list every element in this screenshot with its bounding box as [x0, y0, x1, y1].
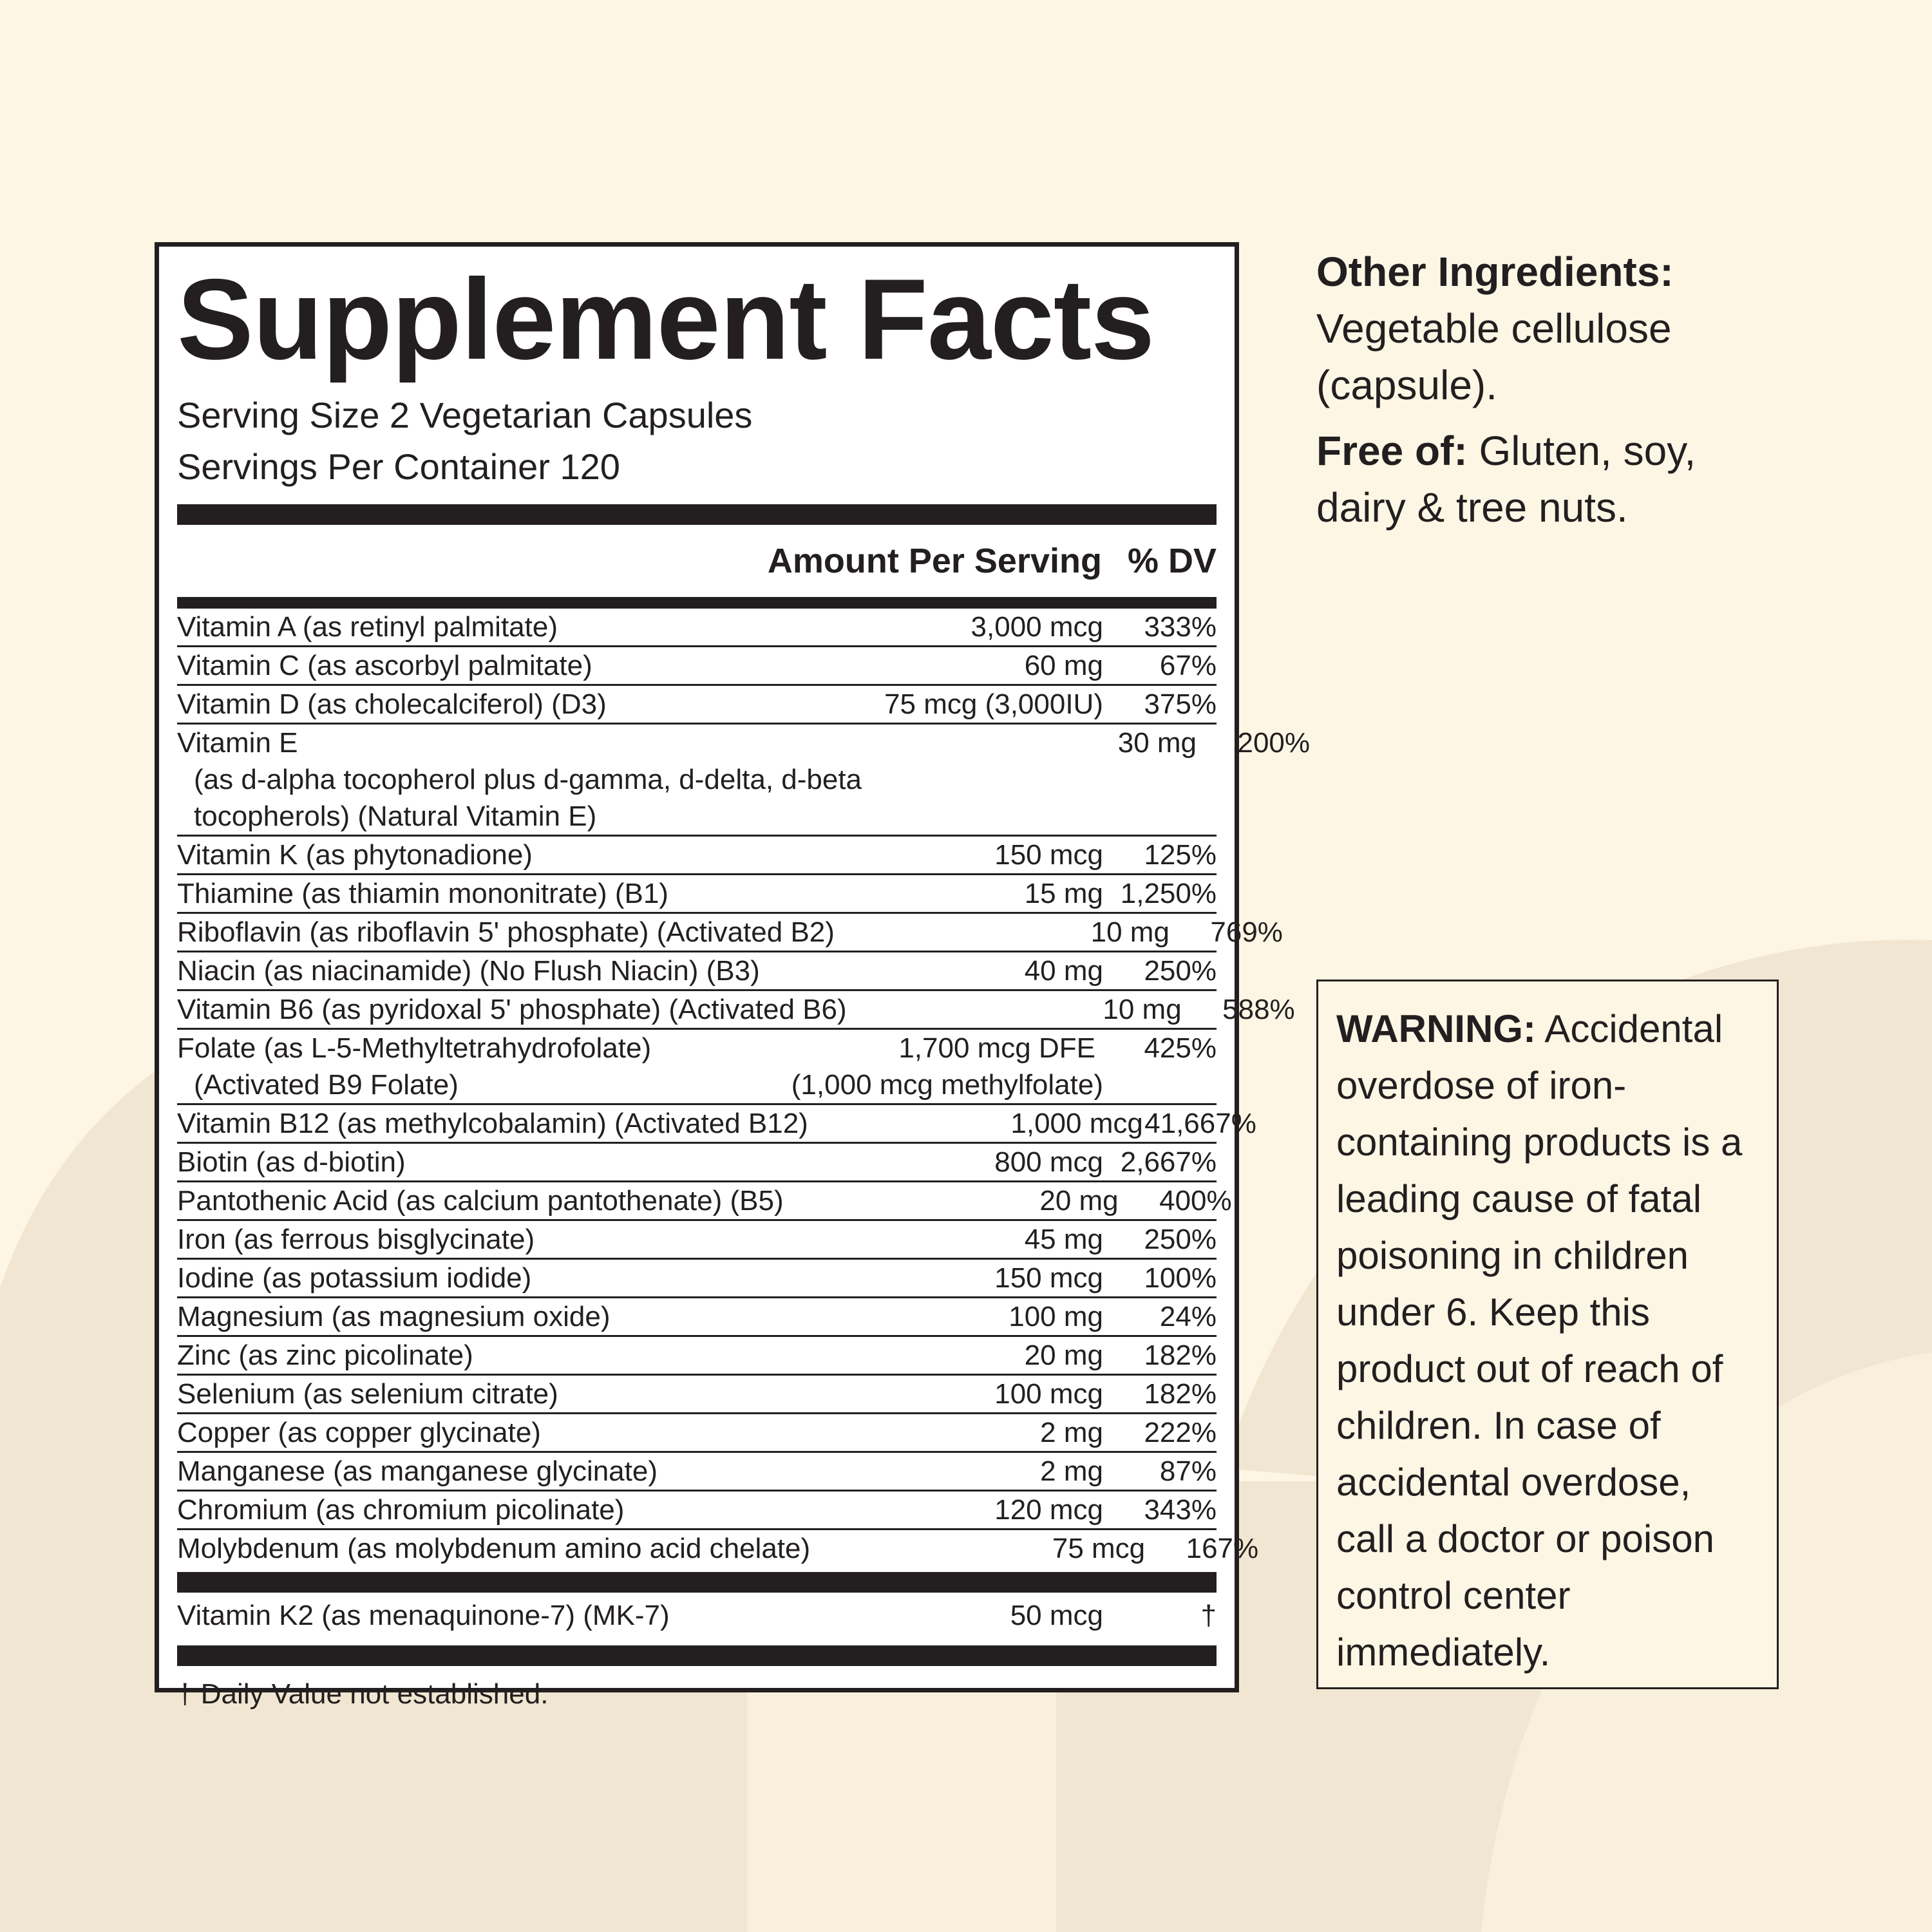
- nutrient-amount: 100 mg: [1009, 1301, 1103, 1332]
- free-of-text: Gluten, soy,: [1467, 428, 1696, 474]
- nutrient-rows: [177, 609, 1311, 1567]
- divider-medium: [177, 597, 1217, 609]
- nutrient-name-detail: (Activated B9 Folate): [194, 1069, 459, 1101]
- nutrient-name: Pantothenic Acid (as calcium pantothenate) (B5): [177, 1185, 784, 1217]
- nutrient-amount: 150 mcg: [994, 1262, 1103, 1294]
- warning-line: under 6. Keep this: [1336, 1291, 1651, 1334]
- nutrient-name-main: Folate (as L-5-Methyltetrahydrofolate): [177, 1032, 652, 1064]
- nutrient-dv: 182%: [1144, 1378, 1217, 1410]
- nutrient-name: [177, 724, 862, 835]
- nutrient-row: [177, 1492, 1217, 1530]
- nutrient-amount-detail: (1,000 mcg methylfolate): [791, 1069, 1103, 1101]
- nutrient-row: [177, 875, 1217, 914]
- nutrient-row: [177, 1105, 1256, 1144]
- nutrient-name: Manganese (as manganese glycinate): [177, 1455, 658, 1487]
- nutrient-name: Iodine (as potassium iodide): [177, 1262, 532, 1294]
- nutrient-dv: 200%: [1237, 727, 1311, 759]
- nutrient-name: Thiamine (as thiamin mononitrate) (B1): [177, 878, 668, 909]
- nutrient-row: [177, 837, 1217, 875]
- warning-line: containing products is a: [1336, 1121, 1743, 1164]
- nutrient-amount: 150 mcg: [994, 839, 1103, 871]
- warning-label: WARNING:: [1336, 1007, 1536, 1050]
- nutrient-dv: 87%: [1159, 1455, 1217, 1487]
- nutrient-amount: 1,000 mcg: [1010, 1108, 1143, 1139]
- nutrient-dv: 182%: [1144, 1340, 1217, 1371]
- warning-line: leading cause of fatal: [1336, 1177, 1702, 1220]
- nutrient-dv: 1,250%: [1120, 878, 1217, 909]
- warning-line: poisoning in children: [1336, 1234, 1689, 1277]
- footnote: † Daily Value not established.: [177, 1678, 549, 1710]
- nutrient-row: [177, 1144, 1217, 1182]
- nutrient-row: [177, 647, 1217, 686]
- nutrient-amount: 15 mg: [1024, 878, 1103, 909]
- nutrient-name: Vitamin B12 (as methylcobalamin) (Activated B12): [177, 1108, 808, 1139]
- header-dv: % DV: [1127, 542, 1217, 580]
- warning-box: [1316, 980, 1779, 1689]
- nutrient-row: [177, 1376, 1217, 1414]
- nutrient-amount-main: 1,700 mcg DFE: [898, 1032, 1095, 1064]
- header-amount: Amount Per Serving: [767, 542, 1102, 580]
- warning-line: product out of reach of: [1336, 1347, 1723, 1390]
- nutrient-dv: 588%: [1222, 994, 1295, 1025]
- nutrient-amount: 20 mg: [1024, 1340, 1103, 1371]
- nutrient-name: Molybdenum (as molybdenum amino acid chelate): [177, 1533, 811, 1564]
- warning-line: immediately.: [1336, 1631, 1551, 1674]
- nutrient-row-extra: [177, 1593, 1217, 1636]
- warning-line: children. In case of: [1336, 1404, 1661, 1447]
- other-ingredients-line: Vegetable cellulose: [1316, 305, 1672, 352]
- nutrient-row: [177, 1414, 1217, 1453]
- nutrient-name: Magnesium (as magnesium oxide): [177, 1301, 611, 1332]
- nutrient-dv: 41,667%: [1144, 1108, 1256, 1139]
- nutrient-row: [177, 1453, 1217, 1492]
- nutrient-dv: 250%: [1144, 955, 1217, 987]
- nutrient-name: [177, 1030, 768, 1103]
- nutrient-row: [177, 1260, 1217, 1298]
- free-of-label: Free of:: [1316, 428, 1468, 474]
- nutrient-name: Biotin (as d-biotin): [177, 1146, 406, 1178]
- nutrient-name: Selenium (as selenium citrate): [177, 1378, 558, 1410]
- nutrient-amount: 100 mcg: [994, 1378, 1103, 1410]
- bg-column-4: [1777, 1642, 1932, 1932]
- nutrient-dv: 375%: [1144, 688, 1217, 720]
- nutrient-dv: 67%: [1159, 650, 1217, 681]
- nutrient-name-detail: (as d-alpha tocopherol plus d-gamma, d-delta, d-beta: [194, 764, 862, 795]
- warning-text: Accidental: [1535, 1007, 1723, 1050]
- nutrient-dv: 769%: [1210, 916, 1283, 948]
- nutrient-row: [177, 952, 1217, 991]
- servings-per-container: Servings Per Container 120: [177, 446, 620, 487]
- nutrient-name: Vitamin K2 (as menaquinone-7) (MK-7): [177, 1600, 670, 1631]
- divider-thick: [177, 1645, 1217, 1666]
- nutrient-amount: 10 mg: [1103, 994, 1182, 1025]
- nutrient-amount: 40 mg: [1024, 955, 1103, 987]
- nutrient-amount: 50 mcg: [1010, 1600, 1103, 1631]
- warning-line: call a doctor or poison: [1336, 1517, 1714, 1560]
- nutrient-name: Niacin (as niacinamide) (No Flush Niacin) (B3): [177, 955, 760, 987]
- nutrient-name: Zinc (as zinc picolinate): [177, 1340, 473, 1371]
- other-ingredients-line: (capsule).: [1316, 362, 1497, 408]
- nutrient-name: Iron (as ferrous bisglycinate): [177, 1224, 535, 1255]
- divider-thick: [177, 504, 1217, 525]
- nutrient-name: Vitamin C (as ascorbyl palmitate): [177, 650, 592, 681]
- nutrient-amount: 20 mg: [1039, 1185, 1119, 1217]
- divider-thick: [177, 1572, 1217, 1593]
- nutrient-dv: 125%: [1144, 839, 1217, 871]
- nutrient-dv: 400%: [1159, 1185, 1232, 1217]
- nutrient-row: [177, 686, 1217, 724]
- nutrient-name: Vitamin A (as retinyl palmitate): [177, 611, 558, 643]
- nutrient-dv: 167%: [1186, 1533, 1259, 1564]
- nutrient-row: [177, 1530, 1259, 1567]
- nutrient-dv: 425%: [1144, 1032, 1217, 1064]
- nutrient-row: [177, 914, 1283, 952]
- nutrient-amount: 3,000 mcg: [971, 611, 1103, 643]
- other-ingredients: [1316, 243, 1844, 536]
- nutrient-name-detail: tocopherols) (Natural Vitamin E): [194, 800, 597, 832]
- nutrient-name: Vitamin B6 (as pyridoxal 5' phosphate) (Activated B6): [177, 994, 847, 1025]
- nutrient-name: Riboflavin (as riboflavin 5' phosphate) (Activated B2): [177, 916, 835, 948]
- nutrient-row: [177, 1298, 1217, 1337]
- facts-title: Supplement Facts: [177, 255, 1155, 383]
- nutrient-name: Copper (as copper glycinate): [177, 1417, 541, 1448]
- nutrient-name: Chromium (as chromium picolinate): [177, 1494, 625, 1526]
- serving-info: [177, 390, 1217, 493]
- nutrient-dv: 250%: [1144, 1224, 1217, 1255]
- nutrient-amount: 30 mg: [1117, 727, 1197, 759]
- nutrient-amount: 800 mcg: [994, 1146, 1103, 1178]
- nutrient-name: Vitamin K (as phytonadione): [177, 839, 533, 871]
- nutrient-dv: 343%: [1144, 1494, 1217, 1526]
- nutrient-amount: 120 mcg: [994, 1494, 1103, 1526]
- nutrient-amount: [768, 1030, 1103, 1103]
- nutrient-amount: 45 mg: [1024, 1224, 1103, 1255]
- nutrient-dv: 2,667%: [1120, 1146, 1217, 1178]
- warning-line: overdose of iron-: [1336, 1064, 1627, 1107]
- nutrient-dv: 100%: [1144, 1262, 1217, 1294]
- nutrient-dv: 222%: [1144, 1417, 1217, 1448]
- nutrient-name-main: Vitamin E: [177, 727, 298, 759]
- nutrient-amount: 60 mg: [1024, 650, 1103, 681]
- other-ingredients-label: Other Ingredients:: [1316, 249, 1674, 295]
- warning-line: accidental overdose,: [1336, 1461, 1691, 1504]
- warning-line: control center: [1336, 1574, 1571, 1617]
- free-of: [1316, 422, 1844, 479]
- column-header: [177, 525, 1217, 597]
- warning-line: [1336, 1001, 1759, 1057]
- nutrient-name: Vitamin D (as cholecalciferol) (D3): [177, 688, 607, 720]
- nutrient-amount: 2 mg: [1040, 1455, 1103, 1487]
- supplement-facts-panel: [155, 242, 1311, 1710]
- nutrient-amount: 10 mg: [1090, 916, 1170, 948]
- nutrient-dv: 24%: [1159, 1301, 1217, 1332]
- free-of-text: dairy & tree nuts.: [1316, 484, 1628, 531]
- nutrient-amount: 75 mcg: [1052, 1533, 1146, 1564]
- nutrient-row: [177, 1182, 1232, 1221]
- nutrient-row: [177, 1030, 1217, 1105]
- nutrient-dv: 333%: [1144, 611, 1217, 643]
- nutrient-amount: 2 mg: [1040, 1417, 1103, 1448]
- serving-size: Serving Size 2 Vegetarian Capsules: [177, 395, 753, 435]
- nutrient-row: [177, 724, 1311, 837]
- nutrient-row: [177, 991, 1295, 1030]
- nutrient-row: [177, 1221, 1217, 1260]
- nutrient-row: [177, 1337, 1217, 1376]
- nutrient-dv: †: [1200, 1600, 1217, 1631]
- nutrient-row: [177, 609, 1217, 647]
- nutrient-amount: 75 mcg (3,000IU): [884, 688, 1103, 720]
